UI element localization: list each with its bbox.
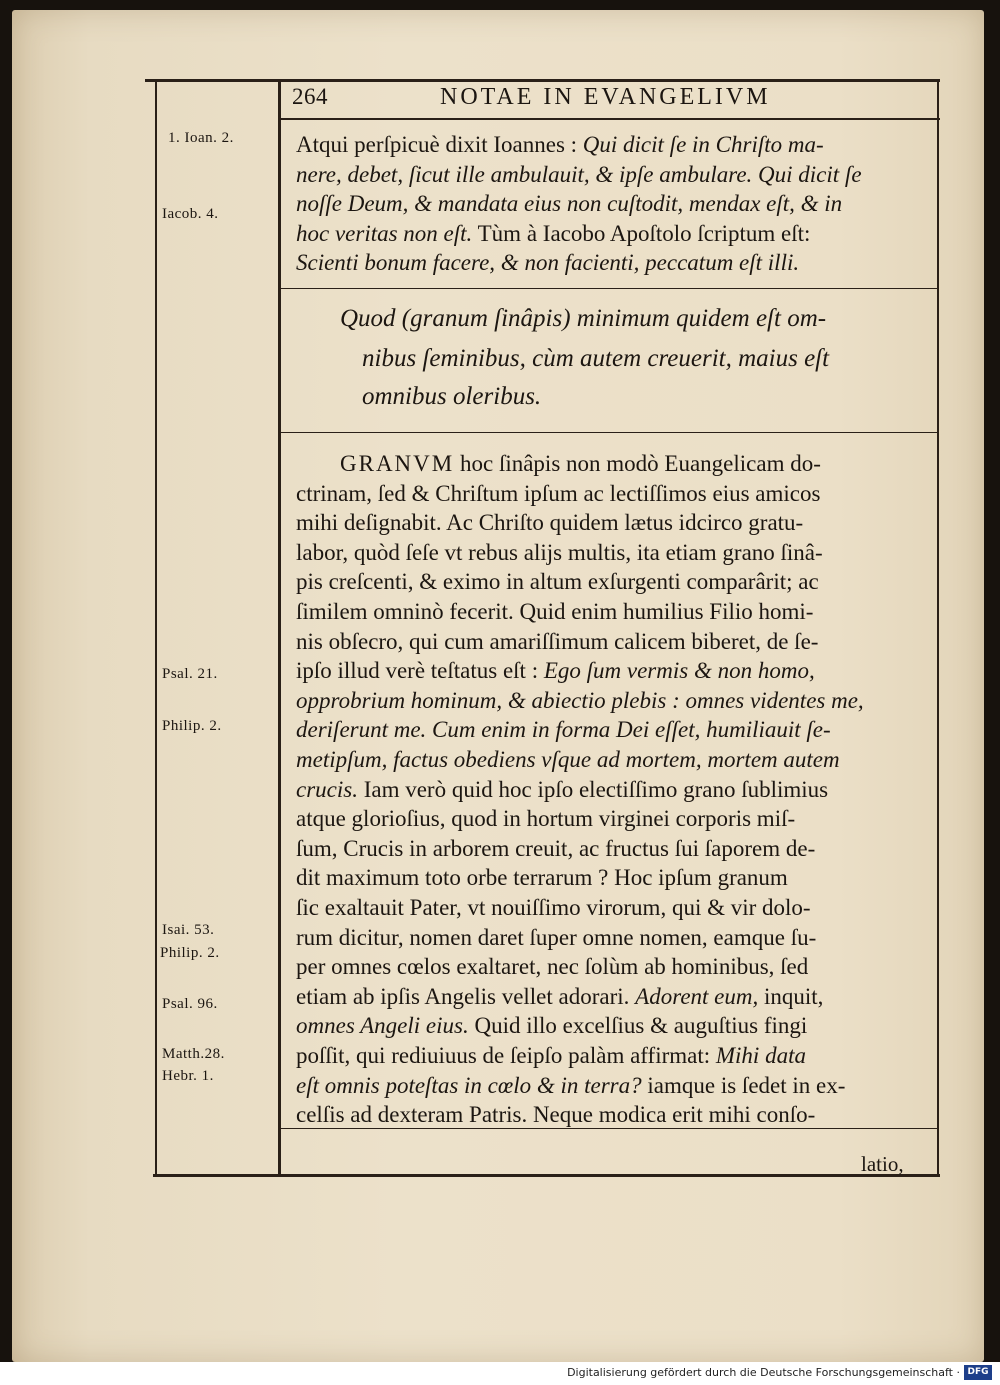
header-rule	[278, 118, 940, 120]
margin-left-rule	[155, 80, 157, 1175]
text-line	[296, 715, 831, 745]
text-line	[296, 189, 842, 219]
lemma-line: nibus ſeminibus, cùm autem creuerit, maius eſt	[362, 345, 830, 372]
text-line	[296, 893, 811, 923]
italic-quote: Qui dicit ſe in Chriſto ma-	[582, 132, 824, 157]
text-line	[296, 567, 819, 597]
text-run: hoc ſinâpis non modò Euangelicam do-	[454, 451, 821, 476]
text-line	[296, 538, 823, 568]
text-line	[296, 923, 816, 953]
margin-note: Hebr. 1.	[162, 1068, 214, 1084]
italic-quote: noſſe Deum, & mandata eius non cuſtodit, mendax eſt, & in	[296, 191, 843, 216]
text-line	[296, 248, 799, 278]
text-run: per omnes cœlos exaltaret, nec ſolùm ab hominibus, ſed	[296, 954, 809, 980]
margin-note: Philip. 2.	[162, 718, 222, 734]
margin-note: Psal. 96.	[162, 996, 218, 1012]
catchword: latio,	[861, 1152, 904, 1176]
italic-quote: opprobrium hominum, & abiectio plebis : omnes videntes me,	[296, 687, 864, 713]
italic-quote: Scienti bonum facere, & non facienti, peccatum eſt illi.	[296, 250, 800, 275]
italic-quote: crucis.	[296, 776, 358, 802]
text-line	[296, 686, 864, 716]
italic-quote: Adorent eum,	[635, 983, 759, 1009]
italic-quote: deriſerunt me. Cum enim in forma Dei eſſet, humiliauit ſe-	[296, 717, 831, 743]
margin-note: Psal. 21.	[162, 666, 218, 682]
text-run: Iam verò quid hoc ipſo electiſſimo grano ſublimius	[357, 776, 829, 802]
text-line	[340, 449, 821, 479]
text-line	[296, 1041, 806, 1071]
text-line	[296, 627, 818, 657]
text-line	[296, 508, 803, 538]
text-line	[296, 863, 788, 893]
text-run: ſum, Crucis in arborem creuit, ac fructus ſui ſaporem de-	[296, 835, 816, 861]
italic-quote: metipſum, factus obediens vſque ad mortem, mortem autem	[296, 747, 840, 772]
margin-note: Philip. 2.	[160, 945, 220, 961]
text-line	[296, 130, 824, 160]
text-run: labor, quòd ſeſe vt rebus alijs multis, ita etiam grano ſinâ-	[296, 539, 823, 565]
text-run: ſimilem omninò fecerit. Quid enim humilius Filio homi-	[296, 599, 814, 624]
lemma-line: omnibus oleribus.	[362, 383, 542, 410]
text-run: celſis ad dexteram Patris. Neque modica erit mihi conſo-	[296, 1102, 816, 1128]
lemma-top-rule	[280, 288, 938, 289]
text-run: atque glorioſius, quod in hortum virginei corporis miſ-	[296, 806, 796, 832]
italic-quote: omnes Angeli eius.	[296, 1013, 469, 1039]
bottom-rule	[153, 1174, 940, 1177]
italic-quote: Ego ſum vermis & non homo,	[543, 658, 815, 684]
text-line	[296, 775, 828, 805]
text-run: poſſit, qui rediuiuus de ſeipſo palàm affirmat:	[296, 1043, 716, 1068]
lemma-line: Quod (granum ſinâpis) minimum quidem eſt om-	[340, 305, 827, 332]
text-run: nis obſecro, qui cum amariſſimum calicem biberet, de ſe-	[296, 628, 819, 654]
text-line	[296, 834, 815, 864]
text-line	[296, 804, 795, 834]
italic-quote: eſt omnis poteſtas in cœlo & in terra?	[296, 1072, 642, 1098]
text-line	[296, 656, 815, 686]
right-rule	[937, 80, 939, 1176]
dfg-logo: DFG	[964, 1365, 992, 1380]
text-run: Quid illo excelſius & auguſtius fingi	[468, 1013, 808, 1039]
text-run: inquit,	[758, 983, 824, 1009]
text-line	[296, 219, 810, 249]
text-line	[296, 597, 813, 627]
margin-note: Iacob. 4.	[162, 206, 219, 222]
text-run: rum dicitur, nomen daret ſuper omne nomen, eamque ſu-	[296, 924, 817, 950]
digitization-credit: Digitalisierung gefördert durch die Deutsche Forschungsgemeinschaft ·	[567, 1366, 960, 1379]
text-run: pis creſcenti, & eximo in altum exſurgenti comparârit; ac	[296, 569, 819, 595]
margin-note: Matth.28.	[162, 1046, 225, 1062]
lemma-bottom-rule	[280, 432, 938, 433]
text-run: dit maximum toto orbe terrarum ? Hoc ipſum granum	[296, 865, 788, 891]
text-line	[296, 745, 840, 775]
running-title: NOTAE IN EVANGELIVM	[440, 84, 771, 110]
text-run: Tùm à Iacobo Apoſtolo ſcriptum eſt:	[472, 220, 811, 246]
text-line	[296, 982, 823, 1012]
text-line	[296, 160, 862, 190]
initial-word: GRANVM	[340, 451, 455, 476]
credit-text: Digitalisierung gefördert durch die Deutsche Forschungsgemeinschaft	[567, 1366, 953, 1379]
text-line	[296, 952, 808, 982]
text-run: etiam ab ipſis Angelis vellet adorari.	[296, 983, 636, 1009]
text-run: ctrinam, ſed & Chriſtum ipſum ac lectiſſimos eius amicos	[296, 480, 821, 506]
text-run: iamque is ſedet in ex-	[641, 1072, 846, 1098]
text-line	[296, 1071, 845, 1101]
column-divider-rule	[278, 82, 281, 1175]
text-run: ſic exaltauit Pater, vt nouiſſimo virorum, qui & vir dolo-	[296, 895, 811, 920]
italic-quote: Mihi data	[715, 1043, 806, 1068]
page-number: 264	[292, 84, 328, 109]
margin-note: Isai. 53.	[162, 922, 215, 938]
text-line	[296, 479, 820, 509]
text-run: Atqui perſpicuè dixit Ioannes :	[296, 132, 583, 157]
text-run: ipſo illud verè teſtatus eſt :	[296, 658, 544, 684]
margin-note: 1. Ioan. 2.	[168, 130, 234, 146]
text-line	[296, 1011, 807, 1041]
text-run: mihi deſignabit. Ac Chriſto quidem lætus idcirco gratu-	[296, 510, 804, 536]
top-rule	[145, 79, 940, 82]
italic-quote: nere, debet, ſicut ille ambulauit, & ipſe ambulare. Qui dicit ſe	[296, 161, 862, 187]
text-line	[296, 1100, 815, 1130]
italic-quote: hoc veritas non eſt.	[296, 220, 473, 246]
